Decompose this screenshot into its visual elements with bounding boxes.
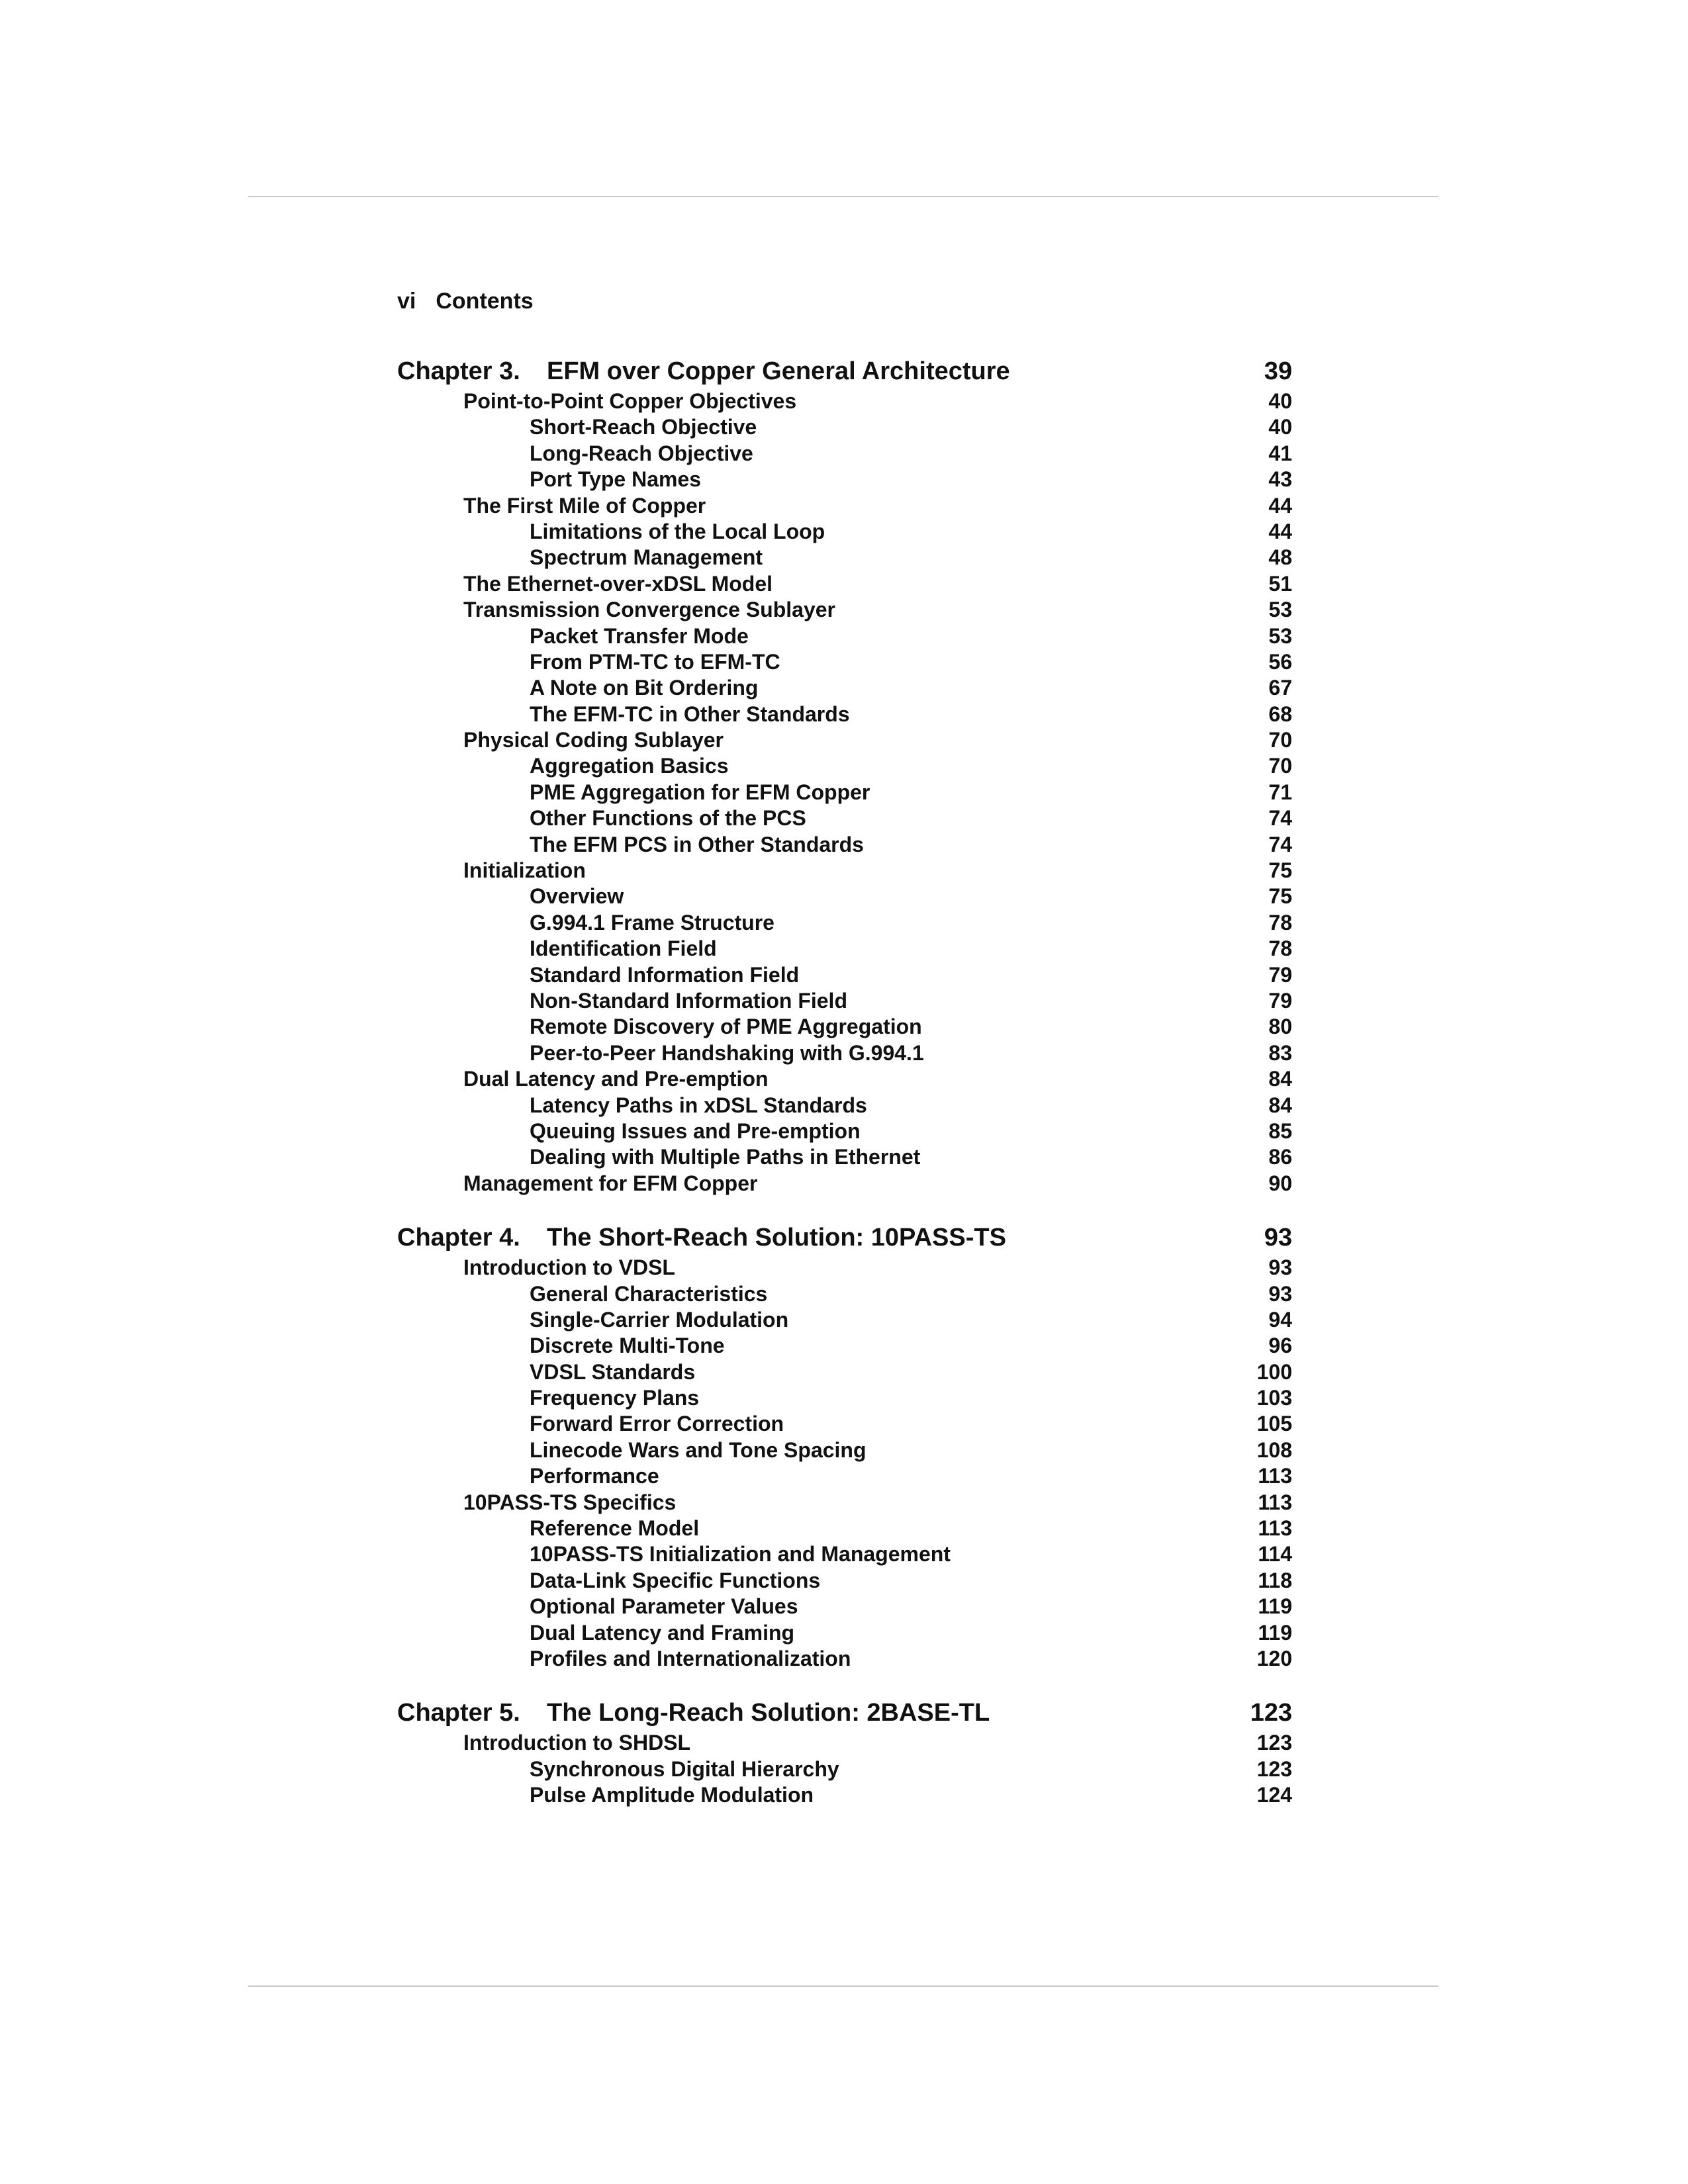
toc-entry-page-number: 93	[1268, 1281, 1292, 1306]
toc-entry-page-number: 94	[1268, 1307, 1292, 1332]
toc-entry-page-number: 78	[1268, 936, 1292, 961]
toc-subsection-entry[interactable]	[397, 1568, 1292, 1594]
toc-entry-title: 10PASS-TS Initialization and Management	[530, 1542, 951, 1567]
toc-entry-title: The EFM-TC in Other Standards	[530, 702, 850, 726]
toc-section-entry[interactable]	[397, 571, 1292, 597]
chapter-number: Chapter 5.	[397, 1699, 520, 1727]
toc-entry-title: Data-Link Specific Functions	[530, 1568, 821, 1592]
toc-entry-title: From PTM-TC to EFM-TC	[530, 649, 780, 674]
running-head-title: Contents	[436, 289, 534, 314]
toc-subsection-entry[interactable]	[397, 962, 1292, 988]
toc-subsection-entry[interactable]	[397, 649, 1292, 675]
toc-entry-page-number: 43	[1268, 467, 1292, 492]
toc-entry-page-number: 51	[1268, 571, 1292, 596]
toc-section-entry[interactable]	[397, 597, 1292, 623]
chapter-title: The Long-Reach Solution: 2BASE-TL	[547, 1699, 990, 1727]
toc-entry-page-number: 124	[1256, 1783, 1292, 1807]
toc-entry-page-number: 80	[1268, 1015, 1292, 1039]
toc-entry-title: Physical Coding Sublayer	[463, 728, 724, 752]
toc-subsection-entry[interactable]	[397, 1620, 1292, 1646]
toc-entry-title: Frequency Plans	[530, 1386, 700, 1410]
toc-entry-title: Packet Transfer Mode	[530, 623, 749, 648]
toc-entry-page-number: 48	[1268, 545, 1292, 570]
toc-entry-title: Point-to-Point Copper Objectives	[463, 389, 797, 413]
toc-entry-title: Linecode Wars and Tone Spacing	[530, 1437, 867, 1462]
toc-entry-page-number: 108	[1256, 1437, 1292, 1462]
chapter-heading[interactable]	[397, 1220, 1292, 1255]
toc-subsection-entry[interactable]	[397, 1333, 1292, 1359]
chapter-heading[interactable]	[397, 1696, 1292, 1730]
toc-entry-title: Forward Error Correction	[530, 1412, 784, 1436]
toc-entry-title: G.994.1 Frame Structure	[530, 910, 774, 934]
toc-entry-title: General Characteristics	[530, 1281, 768, 1306]
toc-entry-title: Peer-to-Peer Handshaking with G.994.1	[530, 1040, 924, 1065]
toc-subsection-entry[interactable]	[397, 780, 1292, 805]
toc-subsection-entry[interactable]	[397, 1040, 1292, 1066]
toc-section-entry[interactable]	[397, 1730, 1292, 1756]
toc-entry-page-number: 86	[1268, 1145, 1292, 1169]
toc-entry-page-number: 120	[1256, 1646, 1292, 1670]
toc-entry-title: Standard Information Field	[530, 962, 800, 987]
toc-entry-page-number: 75	[1268, 858, 1292, 883]
toc-section-entry[interactable]	[397, 727, 1292, 753]
running-head-page-number: vi	[397, 289, 416, 314]
toc-subsection-entry[interactable]	[397, 441, 1292, 467]
toc-entry-page-number: 70	[1268, 728, 1292, 752]
chapter-section	[397, 354, 1292, 1197]
toc-section-entry[interactable]	[397, 1490, 1292, 1516]
toc-entry-page-number: 118	[1258, 1568, 1292, 1592]
toc-entry-title: Queuing Issues and Pre-emption	[530, 1118, 861, 1143]
chapter-section	[397, 1220, 1292, 1672]
toc-entry-title: 10PASS-TS Specifics	[463, 1490, 677, 1514]
toc-entry-title: Remote Discovery of PME Aggregation	[530, 1015, 922, 1039]
toc-entry-page-number: 103	[1256, 1386, 1292, 1410]
toc-entry-title: Limitations of the Local Loop	[530, 519, 825, 543]
toc-subsection-entry[interactable]	[397, 910, 1292, 936]
toc-entry-page-number: 123	[1256, 1731, 1292, 1755]
toc-subsection-entry[interactable]	[397, 1014, 1292, 1040]
toc-entry-title: Synchronous Digital Hierarchy	[530, 1756, 839, 1781]
toc-entry-title: Discrete Multi-Tone	[530, 1334, 725, 1358]
toc-entry-page-number: 105	[1256, 1412, 1292, 1436]
toc-subsection-entry[interactable]	[397, 675, 1292, 701]
toc-entry-title: Port Type Names	[530, 467, 702, 492]
toc-subsection-entry[interactable]	[397, 936, 1292, 962]
toc-subsection-entry[interactable]	[397, 467, 1292, 492]
toc-entry-title: Aggregation Basics	[530, 754, 729, 778]
toc-entry-title: Dual Latency and Pre-emption	[463, 1067, 769, 1091]
toc-entry-title: Introduction to VDSL	[463, 1255, 675, 1280]
running-head	[397, 289, 534, 314]
chapter-title: EFM over Copper General Architecture	[547, 357, 1010, 385]
table-of-contents	[397, 354, 1292, 1813]
toc-entry-page-number: 84	[1268, 1067, 1292, 1091]
toc-subsection-entry[interactable]	[397, 753, 1292, 779]
toc-entry-page-number: 85	[1268, 1118, 1292, 1143]
toc-entry-title: Performance	[530, 1464, 659, 1488]
toc-subsection-entry[interactable]	[397, 1516, 1292, 1541]
toc-entry-page-number: 119	[1258, 1594, 1292, 1619]
toc-subsection-entry[interactable]	[397, 988, 1292, 1014]
toc-entry-page-number: 84	[1268, 1093, 1292, 1117]
toc-subsection-entry[interactable]	[397, 1594, 1292, 1619]
toc-entry-title: Other Functions of the PCS	[530, 806, 806, 831]
toc-subsection-entry[interactable]	[397, 1756, 1292, 1782]
toc-subsection-entry[interactable]	[397, 1307, 1292, 1333]
toc-subsection-entry[interactable]	[397, 623, 1292, 649]
toc-subsection-entry[interactable]	[397, 1385, 1292, 1411]
toc-entry-page-number: 44	[1268, 519, 1292, 543]
chapter-page-number: 93	[1264, 1224, 1292, 1252]
top-rule	[248, 196, 1438, 197]
chapter-page-number: 39	[1264, 357, 1292, 385]
toc-entry-title: Initialization	[463, 858, 586, 883]
toc-subsection-entry[interactable]	[397, 519, 1292, 545]
toc-entry-page-number: 79	[1268, 962, 1292, 987]
toc-entry-title: The EFM PCS in Other Standards	[530, 832, 864, 856]
toc-subsection-entry[interactable]	[397, 545, 1292, 570]
chapter-heading[interactable]	[397, 354, 1292, 388]
toc-entry-title: Dual Latency and Framing	[530, 1620, 795, 1645]
chapter-label	[397, 1696, 990, 1730]
toc-entry-page-number: 53	[1268, 623, 1292, 648]
toc-subsection-entry[interactable]	[397, 1437, 1292, 1463]
toc-entry-page-number: 40	[1268, 415, 1292, 439]
toc-entry-title: PME Aggregation for EFM Copper	[530, 780, 870, 804]
toc-entry-page-number: 78	[1268, 910, 1292, 934]
toc-entry-page-number: 71	[1268, 780, 1292, 804]
toc-entry-title: Dealing with Multiple Paths in Ethernet	[530, 1145, 921, 1169]
toc-entry-page-number: 113	[1258, 1490, 1292, 1514]
toc-entry-page-number: 41	[1268, 441, 1292, 465]
toc-section-entry[interactable]	[397, 1255, 1292, 1281]
toc-entry-title: Latency Paths in xDSL Standards	[530, 1093, 867, 1117]
toc-entry-title: Profiles and Internationalization	[530, 1646, 851, 1670]
toc-entry-page-number: 90	[1268, 1171, 1292, 1195]
chapter-number: Chapter 3.	[397, 357, 520, 385]
toc-entry-title: VDSL Standards	[530, 1359, 696, 1384]
toc-subsection-entry[interactable]	[397, 805, 1292, 831]
toc-entry-page-number: 100	[1256, 1359, 1292, 1384]
toc-subsection-entry[interactable]	[397, 1782, 1292, 1808]
toc-entry-page-number: 74	[1268, 832, 1292, 856]
toc-entry-page-number: 119	[1258, 1620, 1292, 1645]
toc-entry-title: Reference Model	[530, 1516, 700, 1541]
toc-section-entry[interactable]	[397, 1066, 1292, 1092]
toc-entry-title: Transmission Convergence Sublayer	[463, 598, 835, 622]
toc-entry-page-number: 68	[1268, 702, 1292, 726]
toc-subsection-entry[interactable]	[397, 1359, 1292, 1385]
toc-subsection-entry[interactable]	[397, 1118, 1292, 1144]
toc-entry-page-number: 79	[1268, 988, 1292, 1013]
toc-entry-title: Short-Reach Objective	[530, 415, 757, 439]
chapter-label	[397, 354, 1010, 388]
toc-entry-title: The First Mile of Copper	[463, 493, 706, 518]
toc-section-entry[interactable]	[397, 493, 1292, 519]
toc-entry-page-number: 67	[1268, 676, 1292, 700]
chapter-page-number: 123	[1250, 1699, 1292, 1727]
toc-entry-title: Management for EFM Copper	[463, 1171, 758, 1195]
toc-subsection-entry[interactable]	[397, 414, 1292, 440]
toc-entry-page-number: 74	[1268, 806, 1292, 831]
toc-entry-page-number: 93	[1268, 1255, 1292, 1280]
toc-entry-title: Spectrum Management	[530, 545, 763, 570]
toc-subsection-entry[interactable]	[397, 702, 1292, 727]
toc-subsection-entry[interactable]	[397, 1541, 1292, 1567]
toc-entry-page-number: 114	[1258, 1542, 1292, 1567]
toc-entry-page-number: 44	[1268, 493, 1292, 518]
toc-entry-page-number: 40	[1268, 389, 1292, 413]
toc-subsection-entry[interactable]	[397, 1281, 1292, 1307]
toc-entry-page-number: 123	[1256, 1756, 1292, 1781]
toc-entry-page-number: 53	[1268, 598, 1292, 622]
toc-entry-title: Long-Reach Objective	[530, 441, 753, 465]
toc-entry-title: A Note on Bit Ordering	[530, 676, 759, 700]
toc-subsection-entry[interactable]	[397, 832, 1292, 858]
toc-subsection-entry[interactable]	[397, 1144, 1292, 1170]
toc-entry-title: Pulse Amplitude Modulation	[530, 1783, 814, 1807]
toc-section-entry[interactable]	[397, 858, 1292, 884]
toc-entry-title: Identification Field	[530, 936, 717, 961]
toc-entry-page-number: 113	[1258, 1516, 1292, 1541]
toc-subsection-entry[interactable]	[397, 884, 1292, 909]
toc-entry-page-number: 56	[1268, 649, 1292, 674]
toc-entry-page-number: 96	[1268, 1334, 1292, 1358]
toc-entry-title: Introduction to SHDSL	[463, 1731, 691, 1755]
toc-section-entry[interactable]	[397, 388, 1292, 414]
chapter-section	[397, 1696, 1292, 1808]
toc-entry-page-number: 113	[1258, 1464, 1292, 1488]
chapter-label	[397, 1220, 1006, 1255]
toc-entry-title: Single-Carrier Modulation	[530, 1307, 789, 1332]
toc-entry-title: Non-Standard Information Field	[530, 988, 847, 1013]
chapter-title: The Short-Reach Solution: 10PASS-TS	[547, 1224, 1006, 1252]
toc-entry-title: The Ethernet-over-xDSL Model	[463, 571, 773, 596]
toc-entry-page-number: 75	[1268, 884, 1292, 909]
toc-entry-page-number: 83	[1268, 1040, 1292, 1065]
toc-entry-title: Overview	[530, 884, 624, 909]
toc-subsection-entry[interactable]	[397, 1411, 1292, 1437]
toc-entry-page-number: 70	[1268, 754, 1292, 778]
toc-subsection-entry[interactable]	[397, 1093, 1292, 1118]
toc-subsection-entry[interactable]	[397, 1463, 1292, 1489]
chapter-number: Chapter 4.	[397, 1224, 520, 1252]
toc-section-entry[interactable]	[397, 1171, 1292, 1197]
toc-entry-title: Optional Parameter Values	[530, 1594, 798, 1619]
toc-subsection-entry[interactable]	[397, 1646, 1292, 1672]
bottom-rule	[248, 1985, 1438, 1987]
